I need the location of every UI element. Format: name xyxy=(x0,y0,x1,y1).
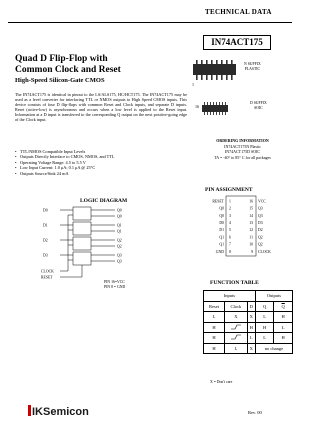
revision-label: Rev. 00 xyxy=(248,410,262,415)
cell: H xyxy=(204,343,225,354)
pin-right-number: 12 xyxy=(249,228,253,233)
package-drawings xyxy=(192,58,292,138)
technical-data-label: TECHNICAL DATA xyxy=(205,8,272,16)
cell: L xyxy=(274,322,293,333)
pin-left-number: 2 xyxy=(229,206,231,211)
dont-care-note: X = Don't care xyxy=(210,380,233,384)
pin-right-number: 14 xyxy=(249,213,253,218)
pin-right-name: Q3 xyxy=(258,206,263,211)
table-row xyxy=(204,333,293,344)
feature-item: • Outputs Directly Interface to CMOS, NMOS, and TTL xyxy=(15,154,187,159)
logic-input-d2: D2 xyxy=(43,238,48,243)
features-list xyxy=(15,149,187,176)
feature-item: • TTL/NMOS Compatible Input Levels xyxy=(15,149,187,154)
pin-right-number: 10 xyxy=(249,242,253,247)
pin-right-name: D2 xyxy=(258,228,263,233)
cell: L xyxy=(247,333,255,344)
pin-left-name: Q0 xyxy=(219,206,224,211)
cell: L xyxy=(225,343,248,354)
logic-output: Q2 xyxy=(117,238,122,243)
logic-output: Q2 xyxy=(117,244,122,249)
cell: H xyxy=(274,333,293,344)
logic-output: Q3 xyxy=(117,259,122,264)
pin-left-number: 5 xyxy=(229,228,231,233)
col-reset: Reset xyxy=(204,301,225,312)
cell: L xyxy=(255,312,274,323)
pin-notes xyxy=(104,280,125,290)
soic-package-icon xyxy=(202,102,228,115)
cell: H xyxy=(204,322,225,333)
pin-left-name: Q0 xyxy=(219,213,224,218)
ordering-line: IN74ACT175N Plastic xyxy=(224,143,261,149)
n-type-text: PLASTIC xyxy=(244,66,261,71)
pin-left-number: 6 xyxy=(229,235,231,240)
n-suffix-label xyxy=(244,62,261,71)
pin-right-number: 11 xyxy=(249,235,253,240)
d-suffix-label xyxy=(250,101,267,110)
pin-left-name: RESET xyxy=(212,199,224,204)
feature-item: • Low Input Current: 1.0 μA; 0.1 μA @ 25°C xyxy=(15,165,187,170)
cell: X xyxy=(225,312,248,323)
ordering-information xyxy=(195,138,290,160)
pin-left-number: 4 xyxy=(229,221,231,225)
logic-output: Q3 xyxy=(117,253,122,258)
inputs-header: Inputs xyxy=(204,291,256,302)
table-row xyxy=(204,343,293,354)
pin-right-name: VCC xyxy=(258,199,266,204)
pin1-label: 1 xyxy=(192,82,194,87)
function-table xyxy=(203,290,293,354)
description-paragraph: The IN74ACT175 is identical in pinout to the LS/ALS175, HC/HCT175. The IN74ACT175 may be used as a level converter for interfacing TTL or NMOS outputs to High Speed CMOS inputs. This device consists of four D flip-flops with common Reset and Clock inputs, and separate D inputs. Reset (active-low) is asynchronous and occurs when a low level is applied to the Reset input. Information at a D input is transferred to the corresponding Q output on the next positive-going edge of the Clock input. xyxy=(15,92,187,123)
logic-output: Q1 xyxy=(117,229,122,234)
d-suffix-text: D SUFFIX xyxy=(250,101,267,105)
pin-right-number: 15 xyxy=(249,206,253,211)
pin-assignment-title: PIN ASSIGNMENT xyxy=(205,187,253,193)
logic-output: Q0 xyxy=(117,208,122,213)
part-number-box: IN74ACT175 xyxy=(203,35,271,50)
logic-input-d3: D3 xyxy=(43,253,48,258)
pin-left-name: Q1 xyxy=(219,235,224,240)
logic-reset-label: RESET xyxy=(41,275,53,280)
pin-left-name: GND xyxy=(215,249,224,254)
rising-edge-icon xyxy=(225,333,248,344)
outputs-header: Outputs xyxy=(255,291,292,302)
pin-left-number: 3 xyxy=(229,213,231,218)
cell: H xyxy=(247,322,255,333)
col-q: Q xyxy=(255,301,274,312)
pin-left-number: 8 xyxy=(229,249,231,254)
logic-output: Q0 xyxy=(117,214,122,219)
pin-right-number: 9 xyxy=(251,249,253,254)
pin-right-name: Q2 xyxy=(258,242,263,247)
cell: H xyxy=(255,322,274,333)
n-suffix-text: N SUFFIX xyxy=(244,62,261,66)
col-clock: Clock xyxy=(225,301,248,312)
pin-left-name: D0 xyxy=(219,221,224,225)
pin-right-name: D3 xyxy=(258,221,263,225)
cell: X xyxy=(247,312,255,323)
cell: no change xyxy=(255,343,292,354)
pin-note-gnd: PIN 8 = GND xyxy=(104,285,126,289)
title-line-2: Common Clock and Reset xyxy=(15,65,121,75)
pin-left-name: Q1 xyxy=(219,242,224,247)
pin-left-number: 7 xyxy=(229,242,231,247)
title-line-1: Quad D Flip-Flop with xyxy=(15,54,108,64)
feature-item: • Outputs Source/Sink 24 mA xyxy=(15,171,187,176)
cell: L xyxy=(255,333,274,344)
pin-note-vcc: PIN 16=VCC xyxy=(104,280,125,284)
logic-diagram-title: LOGIC DIAGRAM xyxy=(80,198,128,204)
logo-text: IKSemicon xyxy=(32,406,89,418)
company-logo xyxy=(28,405,89,418)
pin16-label: 16 xyxy=(195,104,199,109)
table-row xyxy=(204,312,293,323)
pin-right-number: 13 xyxy=(249,221,253,225)
rising-edge-icon xyxy=(225,322,248,333)
cell: H xyxy=(204,333,225,344)
logic-input-d1: D1 xyxy=(43,223,48,228)
dip-package-icon xyxy=(193,60,236,80)
pin-right-name: Q3 xyxy=(258,213,263,218)
table-row xyxy=(204,322,293,333)
logic-input-d0: D0 xyxy=(43,208,48,213)
cell: X xyxy=(247,343,255,354)
col-d: D xyxy=(247,301,255,312)
cell: H xyxy=(274,312,293,323)
ordering-line: TA = -40° to 85° C for all packages xyxy=(214,154,271,160)
col-q-bar: Q xyxy=(274,301,293,312)
feature-item: • Operating Voltage Range: 4.5 to 5.5 V xyxy=(15,160,187,165)
header-rule xyxy=(8,22,292,23)
pin-left-number: 1 xyxy=(229,199,231,204)
pin-right-number: 16 xyxy=(249,199,253,204)
ordering-line: IN74ACT175D SOIC xyxy=(224,149,261,154)
function-table-title: FUNCTION TABLE xyxy=(210,280,259,286)
logo-mark-icon xyxy=(28,405,31,416)
pin-left-name: D1 xyxy=(219,228,224,233)
pin-right-name: CLOCK xyxy=(258,249,271,254)
logic-diagram xyxy=(40,205,180,285)
ordering-heading: ORDERING INFORMATION xyxy=(216,138,269,143)
logic-output: Q1 xyxy=(117,223,122,228)
logic-clock-label: CLOCK xyxy=(41,269,54,274)
subtitle: High-Speed Silicon-Gate CMOS xyxy=(15,77,105,84)
pin-right-name: Q2 xyxy=(258,235,263,240)
cell: L xyxy=(204,312,225,323)
d-type-text: SOIC xyxy=(254,105,263,110)
pin-assignment-diagram xyxy=(196,194,292,260)
